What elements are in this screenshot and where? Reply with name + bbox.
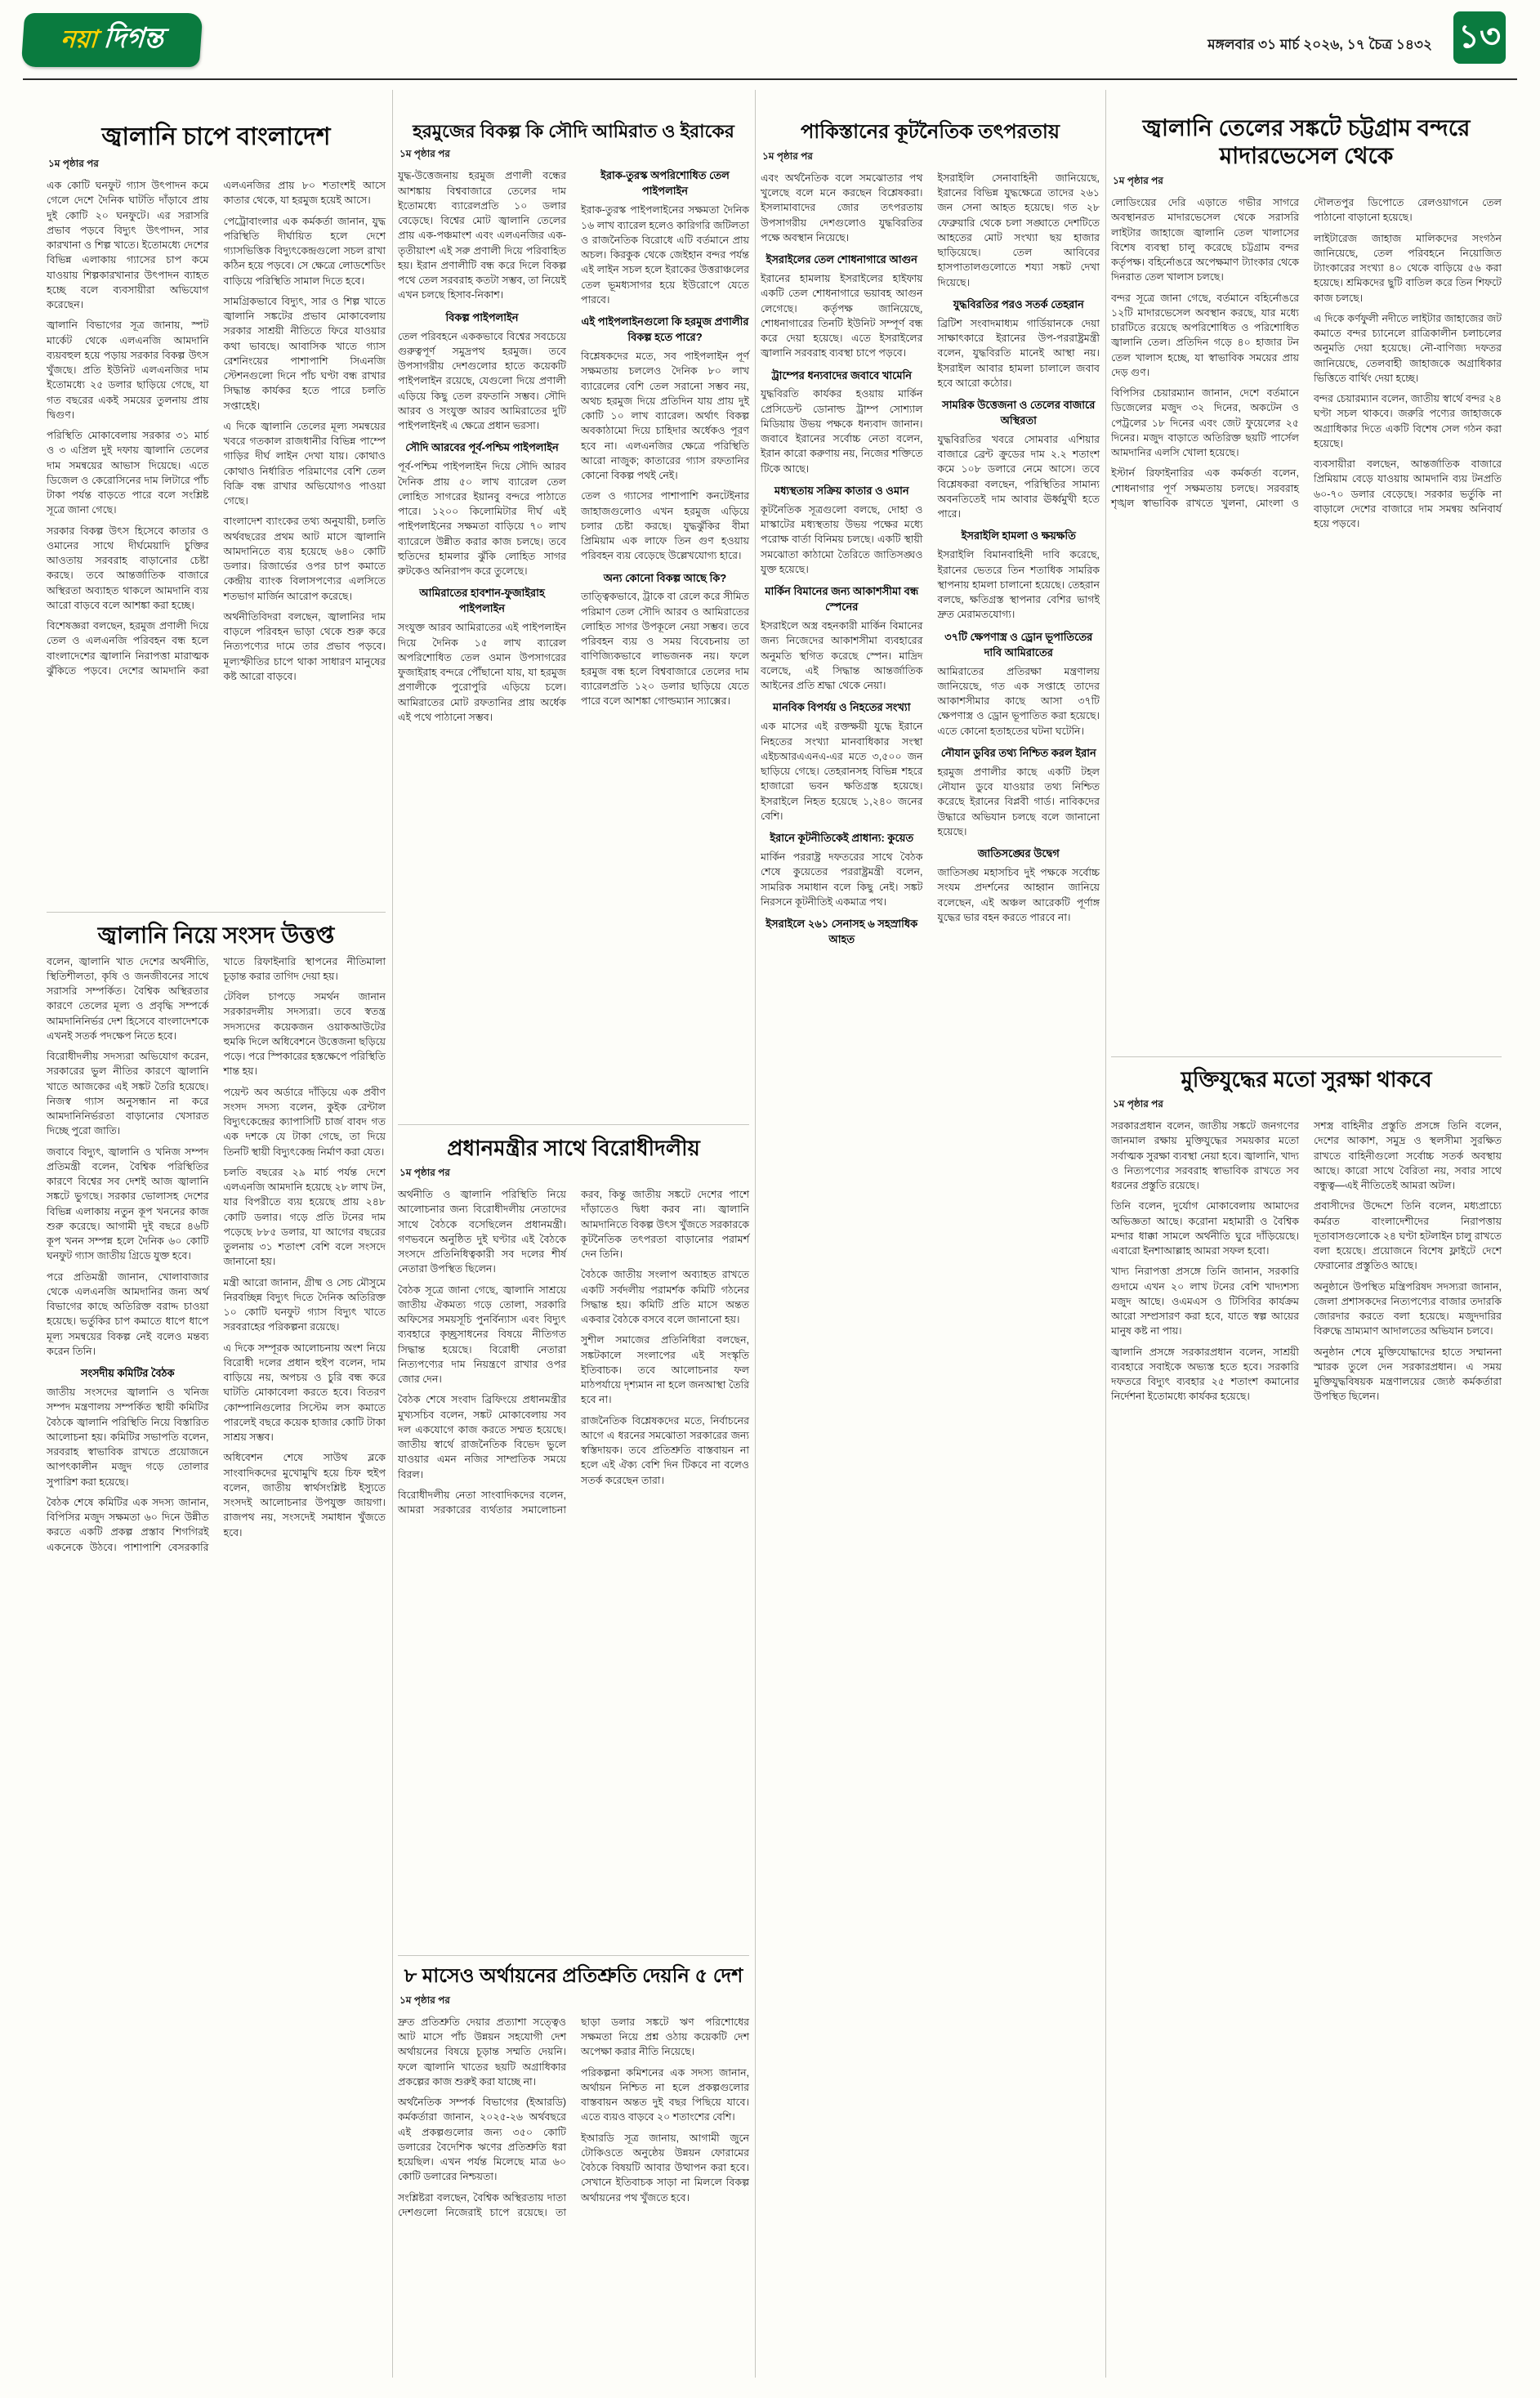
article-paragraph: সামগ্রিকভাবে বিদ্যুৎ, সার ও শিল্প খাতে জ্বালানি সঙ্কটের প্রভাব মোকাবেলায় সরকার সাশ্রয়ী নীতিতে ফিরে যাওয়ার কথা ভাবছে। আবাসিক খাতে গ্যাস রেশনিংয়ের পাশাপাশি সিএনজি স্টেশনগুলো দিনে পাঁচ ঘণ্টা বন্ধ রাখার সিদ্ধান্ত কার্যকর হতে পারে চলতি সপ্তাহেই। bbox=[223, 295, 386, 412]
continued-from-page1: ১ম পৃষ্ঠার পর bbox=[400, 1994, 450, 2006]
article-paragraph: হরমুজ প্রণালীর কাছে একটি টহল নৌযান ডুবে যাওয়ার তথ্য নিশ্চিত করেছে ইরানের বিপ্লবী গার্ড। নাবিকদের উদ্ধারে অভিযান চলছে বলে জানানো হয়েছে। bbox=[937, 766, 1100, 837]
article-headline: জ্বালানি তেলের সঙ্কটে চট্টগ্রাম বন্দরে মাদারভেসেল থেকে bbox=[1142, 115, 1471, 168]
article-fuel-pressure bbox=[47, 123, 386, 905]
article-paragraph: তেল ও গ্যাসের পাশাপাশি কনটেইনার জাহাজগুলোও এখন হরমুজ এড়িয়ে চলার চেষ্টা করছে। যুদ্ধঝুঁকির বীমা প্রিমিয়াম এক লাফে তিন গুণ হওয়ায় পরিবহন ব্যয় বেড়েছে উল্লেখযোগ্য হারে। bbox=[581, 490, 749, 562]
article-paragraph: বৈঠক শেষে কমিটির এক সদস্য জানান, বিপিসির মজুদ সক্ষমতা ৬০ দিনে উন্নীত করতে একটি প্রকল্প প্রস্তাব শিগগিরই একনেকে উঠবে। পাশাপাশি বেসরকারি খাতে রিফাইনারি স্থাপনের নীতিমালা চূড়ান্ত করার তাগিদ দেয়া হয়। bbox=[47, 955, 386, 1553]
article-paragraph: রাজনৈতিক বিশ্লেষকদের মতে, নির্বাচনের আগে এ ধরনের সমঝোতা সরকারের জন্য স্বস্তিদায়ক। তবে প্রতিশ্রুতি বাস্তবায়ন না হলে এই ঐক্য বেশি দিন টিকবে না বলেও সতর্ক করেছেন তারা। bbox=[581, 1414, 749, 1486]
article-paragraph: অধিবেশন শেষে সাউথ ব্লকে সাংবাদিকদের মুখোমুখি হয়ে চিফ হুইপ বলেন, জাতীয় স্বার্থসংশ্লিষ্ট ইস্যুতে সংসদই আলোচনার উপযুক্ত জায়গা। রাজপথ নয়, সংসদেই সমাধান খুঁজতে হবে। bbox=[223, 1452, 386, 1538]
article-headline: জ্বালানি চাপে বাংলাদেশ bbox=[101, 123, 331, 150]
article-paragraph: এক কোটি ঘনফুট গ্যাস উৎপাদন কমে গেলে দেশে দৈনিক ঘাটতি দাঁড়াবে প্রায় দুই কোটি ২০ ঘনফুটে। এর সরাসরি প্রভাব পড়বে বিদ্যুৎ উৎপাদন, সার কারখানা ও শিল্প খাতে। ইতোমধ্যে দেশের বিভিন্ন এলাকায় গ্যাসের চাপ কমে যাওয়ায় শিল্পকারখানার উৎপাদন ব্যাহত হচ্ছে বলে ব্যবসায়ীরা অভিযোগ করেছেন। bbox=[47, 180, 209, 310]
article-paragraph: বিশ্লেষকদের মতে, সব পাইপলাইন পূর্ণ সক্ষমতায় চললেও দৈনিক ৮০ লাখ ব্যারেলের বেশি তেল সরানো সম্ভব নয়, অথচ হরমুজ দিয়ে প্রতিদিন যায় প্রায় দুই কোটি ১০ লাখ ব্যারেল। অর্থাৎ বিকল্প অবকাঠামো দিয়ে চাহিদার অর্ধেকও পূরণ হবে না। এলএনজির ক্ষেত্রে পরিস্থিতি আরো নাজুক; কাতারের গ্যাস রফতানির কোনো বিকল্প পথই নেই। bbox=[581, 351, 749, 482]
article-body bbox=[47, 954, 386, 1555]
article-paragraph: অনুষ্ঠান শেষে মুক্তিযোদ্ধাদের হাতে সম্মাননা স্মারক তুলে দেন সরকারপ্রধান। এ সময় মুক্তিযুদ্ধবিষয়ক মন্ত্রণালয়ের জ্যেষ্ঠ কর্মকর্তারা উপস্থিত ছিলেন। bbox=[1314, 1346, 1502, 1403]
column-divider bbox=[392, 90, 393, 2378]
article-paragraph: জবাবে বিদ্যুৎ, জ্বালানি ও খনিজ সম্পদ প্রতিমন্ত্রী বলেন, বৈশ্বিক পরিস্থিতির কারণে বিশ্বের সব দেশই আজ জ্বালানি সঙ্কটে ভুগছে। সরকার ভোলাসহ দেশের বিভিন্ন এলাকায় নতুন কূপ খননের কাজ শুরু করেছে। আগামী দুই বছরে ৪৬টি কূপ খনন সম্পন্ন হলে দৈনিক ৬০ কোটি ঘনফুট গ্যাস জাতীয় গ্রিডে যুক্ত হবে। bbox=[47, 1145, 209, 1262]
article-subhead: ইসরাইলের তেল শোধনাগারে আগুন bbox=[766, 253, 917, 266]
article-paragraph: সংশ্লিষ্টরা বলছেন, বৈশ্বিক অস্থিরতায় দাতা দেশগুলো নিজেরাই চাপে রয়েছে। তা ছাড়া ডলার সঙ্কটে ঋণ পরিশোধের সক্ষমতা নিয়ে প্রশ্ন ওঠায় কয়েকটি দেশ অপেক্ষা করার নীতি নিয়েছে। bbox=[398, 2016, 749, 2218]
date-line: মঙ্গলবার ৩১ মার্চ ২০২৬, ১৭ চৈত্র ১৪৩২ bbox=[1207, 37, 1432, 52]
article-body bbox=[398, 1187, 749, 1517]
masthead-rule bbox=[23, 78, 1517, 80]
article-paragraph: ইআরডি সূত্র জানায়, আগামী জুনে টোকিওতে অনুষ্ঠেয় উন্নয়ন ফোরামের বৈঠকে বিষয়টি আবার উত্থাপন করা হবে। সেখানে ইতিবাচক সাড়া না মিললে বিকল্প অর্থায়নের পথ খুঁজতে হবে। bbox=[581, 2132, 749, 2204]
article-paragraph: যুদ্ধবিরতি কার্যকর হওয়ায় মার্কিন প্রেসিডেন্ট ডোনাল্ড ট্রাম্প সোশ্যাল মিডিয়ায় উভয় পক্ষকে ধন্যবাদ জানান। জবাবে ইরানের সর্বোচ্চ নেতা বলেন, ইরান কারো করুণায় নয়, নিজের শক্তিতে টিকে আছে। bbox=[761, 388, 923, 475]
article-financing bbox=[398, 1965, 749, 2378]
article-paragraph: যুদ্ধবিরতির খবরে সোমবার এশিয়ার বাজারে ব্রেন্ট ক্রুডের দাম ২.২ শতাংশ কমে ১০৮ ডলারে নেমে আসে। তবে বিশ্লেষকরা বলছেন, পরিস্থিতির সামান্য অবনতিতেই দাম আবার ঊর্ধ্বমুখী হতে পারে। bbox=[937, 433, 1100, 520]
article-paragraph: মার্কিন পররাষ্ট্র দফতরের সাথে বৈঠক শেষে কুয়েতের পররাষ্ট্রমন্ত্রী বলেন, সামরিক সমাধান বলে কিছু নেই। সঙ্কট নিরসনে কূটনীতিই একমাত্র পথ। bbox=[761, 851, 923, 908]
article-subhead: যুদ্ধবিরতির পরও সতর্ক তেহরান bbox=[953, 297, 1084, 310]
article-paragraph: জাতীয় সংসদের জ্বালানি ও খনিজ সম্পদ মন্ত্রণালয় সম্পর্কিত স্থায়ী কমিটির বৈঠকে জ্বালানি পরিস্থিতি নিয়ে বিস্তারিত আলোচনা হয়। কমিটির সভাপতি বলেন, সরবরাহ স্বাভাবিক রাখতে প্রয়োজনে আপৎকালীন মজুদ গড়ে তোলার সুপারিশ করা হয়েছে। bbox=[47, 1387, 209, 1488]
article-paragraph: পয়েন্ট অব অর্ডারে দাঁড়িয়ে এক প্রবীণ সংসদ সদস্য বলেন, কুইক রেন্টাল বিদ্যুৎকেন্দ্রের ক্যাপাসিটি চার্জ বাবদ গত এক দশকে যে টাকা গেছে, তা দিয়ে তিনটি স্থায়ী বিদ্যুৎকেন্দ্র নির্মাণ করা যেত। bbox=[223, 1086, 386, 1158]
article-paragraph: এক মাসের এই রক্তক্ষয়ী যুদ্ধে ইরানে নিহতের সংখ্যা মানবাধিকার সংস্থা এইচআরএএনএ-এর মতে ৩,৫০০ জন ছাড়িয়ে গেছে। তেহরানসহ বিভিন্ন শহরে হাজারো ভবন ক্ষতিগ্রস্ত হয়েছে। ইসরাইলে নিহত হয়েছে ১,২৪০ জনের বেশি। bbox=[761, 721, 923, 822]
column-divider bbox=[1105, 90, 1106, 2378]
article-paragraph: আমিরাতের প্রতিরক্ষা মন্ত্রণালয় জানিয়েছে, গত এক সপ্তাহে তাদের আকাশসীমার কাছে আসা ৩৭টি ক্ষেপণাস্ত্র ও ড্রোন ভূপাতিত করা হয়েছে। এতে কোনো হতাহতের ঘটনা ঘটেনি। bbox=[937, 665, 1100, 737]
article-paragraph: এ দিকে সম্পূরক আলোচনায় অংশ নিয়ে বিরোধী দলের প্রধান হুইপ বলেন, দাম বাড়িয়ে নয়, অপচয় ও চুরি বন্ধ করে ঘাটতি মোকাবেলা করতে হবে। বিতরণ কোম্পানিগুলোর সিস্টেম লস কমাতে পারলেই বছরে কয়েক হাজার কোটি টাকা সাশ্রয় সম্ভব। bbox=[223, 1342, 386, 1444]
article-paragraph: বলেন, জ্বালানি খাত দেশের অর্থনীতি, স্থিতিশীলতা, কৃষি ও জনজীবনের সাথে সরাসরি সম্পর্কিত। বৈশ্বিক অস্থিরতার কারণে তেলের মূল্য ও প্রবৃদ্ধি সম্পর্কে আমদানিনির্ভর দেশ হিসেবে বাংলাদেশকে এখনই সতর্ক পদক্ষেপ নিতে হবে। bbox=[47, 955, 209, 1042]
article-paragraph: অর্থনীতিবিদরা বলছেন, জ্বালানির দাম বাড়লে পরিবহন ভাড়া থেকে শুরু করে নিত্যপণ্যের দামে তার প্রভাব পড়বে। মূল্যস্ফীতির চাপে থাকা সাধারণ মানুষের কষ্ট আরো বাড়বে। bbox=[223, 610, 386, 682]
article-subhead: ইসরাইলে ২৬১ সেনাসহ ৬ সহস্রাধিক আহত bbox=[766, 918, 918, 946]
article-paragraph: বন্দর চেয়ারম্যান বলেন, জাতীয় স্বার্থে বন্দর ২৪ ঘণ্টা সচল থাকবে। জরুরি পণ্যের জাহাজকে অগ্রাধিকার দিতে একটি বিশেষ সেল গঠন করা হয়েছে। bbox=[1314, 393, 1502, 449]
article-paragraph: ইসরাইলে অস্ত্র বহনকারী মার্কিন বিমানের জন্য নিজেদের আকাশসীমা ব্যবহারের অনুমতি স্থগিত করেছে স্পেন। মাদ্রিদ বলেছে, এই সিদ্ধান্ত আন্তর্জাতিক আইনের প্রতি শ্রদ্ধা থেকে নেয়া। bbox=[761, 620, 923, 692]
article-headline: মুক্তিযুদ্ধের মতো সুরক্ষা থাকবে bbox=[1181, 1067, 1432, 1092]
article-paragraph: এ দিকে কর্ণফুলী নদীতে লাইটার জাহাজের জট কমাতে বন্দর চ্যানেলে রাত্রিকালীন চলাচলের অনুমতি দেয়া হয়েছে। নৌ-বাণিজ্য দফতর জানিয়েছে, তেলবাহী জাহাজকে অগ্রাধিকার ভিত্তিতে বার্থিং দেয়া হচ্ছে। bbox=[1314, 312, 1502, 384]
article-subhead: ট্রাম্পের ধন্যবাদের জবাবে খামেনি bbox=[771, 368, 913, 382]
article-subhead: আমিরাতের হাবশান-ফুজাইরাহ পাইপলাইন bbox=[419, 587, 545, 615]
article-paragraph: জ্বালানি বিভাগের সূত্র জানায়, স্পট মার্কেট থেকে এলএনজি আমদানি ব্যয়বহুল হয়ে পড়ায় সরকার বিকল্প উৎস খুঁজছে। প্রতি ইউনিট এলএনজির দাম ইতোমধ্যে ২৫ ডলার ছাড়িয়ে গেছে, যা গত বছরের একই সময়ের তুলনায় প্রায় দ্বিগুণ। bbox=[47, 319, 209, 421]
article-paragraph: দ্রুত প্রতিশ্রুতি দেয়ার প্রত্যাশা সত্ত্বেও আট মাসে পাঁচ উন্নয়ন সহযোগী দেশ অর্থায়নের বিষয়ে চূড়ান্ত সম্মতি দেয়নি। ফলে জ্বালানি খাতের ছয়টি অগ্রাধিকার প্রকল্পের কাজ শুরুই করা যাচ্ছে না। bbox=[398, 2016, 566, 2088]
article-paragraph: অনুষ্ঠানে উপস্থিত মন্ত্রিপরিষদ সদস্যরা জানান, জেলা প্রশাসকদের নিত্যপণ্যের বাজার তদারকি জোরদার করতে বলা হয়েছে। মজুদদারির বিরুদ্ধে ভ্রাম্যমাণ আদালতের অভিযান চলবে। bbox=[1314, 1280, 1502, 1337]
article-paragraph: চলতি বছরের ২৯ মার্চ পর্যন্ত দেশে এলএনজি আমদানি হয়েছে ২৮ লাখ টন, যার বিপরীতে ব্যয় হয়েছে প্রায় ২৪৮ কোটি ডলার। গড়ে প্রতি টনের দাম পড়েছে ৮৮৫ ডলার, যা আগের বছরের তুলনায় ৩১ শতাংশ বেশি বলে সংসদে জানানো হয়। bbox=[223, 1166, 386, 1268]
article-paragraph: ইসরাইলি সেনাবাহিনী জানিয়েছে, ইরানের বিভিন্ন যুদ্ধক্ষেত্রে তাদের ২৬১ জন সেনা আহত হয়েছে। গত ২৮ ফেব্রুয়ারি থেকে চলা সঙ্ঘাতে দেশটিতে আহতের মোট সংখ্যা ছয় হাজার ছাড়িয়েছে। তেল আবিবের হাসপাতালগুলোতে শয্যা সঙ্কট দেখা দিয়েছে। bbox=[937, 172, 1100, 288]
article-paragraph: পরে প্রতিমন্ত্রী জানান, খোলাবাজার থেকে এলএনজি আমদানির জন্য অর্থ বিভাগের কাছে অতিরিক্ত বরাদ্দ চাওয়া হয়েছে। ভর্তুকির চাপ কমাতে ধাপে ধাপে মূল্য সমন্বয়ের বিকল্প নেই বলেও মন্তব্য করেন তিনি। bbox=[47, 1270, 209, 1357]
article-paragraph: যুদ্ধ-উত্তেজনায় হরমুজ প্রণালী বন্ধের আশঙ্কায় বিশ্ববাজারে তেলের দাম ইতোমধ্যে ব্যারেলপ্রতি ১০ ডলার বেড়েছে। বিশ্বের মোট জ্বালানি তেলের প্রায় এক-পঞ্চমাংশ এবং এলএনজির এক-তৃতীয়াংশ এই সরু প্রণালী দিয়ে পরিবাহিত হয়। ইরান প্রণালীটি বন্ধ করে দিলে বিকল্প পথে তেল সরবরাহ কতটা সম্ভব, তা নিয়েই এখন চলছে হিসাব-নিকাশ। bbox=[398, 170, 566, 301]
article-paragraph: বন্দর সূত্রে জানা গেছে, বর্তমানে বহির্নোঙরে ১২টি মাদারভেসেল অবস্থান করছে, যার মধ্যে চারটিতে রয়েছে অপরিশোধিত ও পরিশোধিত জ্বালানি তেল। প্রতিদিন গড়ে ৪০ হাজার টন তেল খালাস হচ্ছে, যা স্বাভাবিক সময়ের প্রায় দেড় গুণ। bbox=[1111, 292, 1299, 378]
article-paragraph: লোডিংয়ের দেরি এড়াতে গভীর সাগরে অবস্থানরত মাদারভেসেল থেকে সরাসরি লাইটার জাহাজে জ্বালানি তেল খালাসের বিশেষ ব্যবস্থা চালু করেছে চট্টগ্রাম বন্দর কর্তৃপক্ষ। বহির্নোঙরে অপেক্ষমাণ ট্যাংকার থেকে দিনরাত তেল খালাস চলছে। bbox=[1111, 197, 1299, 284]
article-paragraph: বিশেষজ্ঞরা বলছেন, হরমুজ প্রণালী দিয়ে তেল ও এলএনজি পরিবহন বন্ধ হলে বাংলাদেশের জ্বালানি নিরাপত্তা মারাত্মক ঝুঁকিতে পড়বে। দেশের আমদানি করা এলএনজির প্রায় ৮০ শতাংশই আসে কাতার থেকে, যা হরমুজ হয়েই আসে। bbox=[47, 180, 386, 677]
article-subhead: মার্কিন বিমানের জন্য আকাশসীমা বন্ধ স্পেনের bbox=[765, 585, 919, 614]
article-paragraph: ইরানের হামলায় ইসরাইলের হাইফায় একটি তেল শোধনাগারে ভয়াবহ আগুন লেগেছে। কর্তৃপক্ষ জানিয়েছে, শোধনাগারের তিনটি ইউনিট সম্পূর্ণ বন্ধ করে দেয়া হয়েছে। এতে ইসরাইলের জ্বালানি সরবরাহ ব্যবস্থা চাপে পড়বে। bbox=[761, 273, 923, 359]
article-paragraph: বিপিসির চেয়ারম্যান জানান, দেশে বর্তমানে ডিজেলের মজুদ ৩২ দিনের, অকটেন ও পেট্রলের ১৮ দিনের এবং জেট ফুয়েলের ২৫ দিনের। মজুদ বাড়াতে অতিরিক্ত ছয়টি পার্সেল আমদানির এলসি খোলা হয়েছে। bbox=[1111, 387, 1299, 459]
article-paragraph: সুশীল সমাজের প্রতিনিধিরা বলছেন, সঙ্কটকালে সংলাপের এই সংস্কৃতি ইতিবাচক। তবে আলোচনার ফল মাঠপর্যায়ে দৃশ্যমান না হলে জনআস্থা তৈরি হবে না। bbox=[581, 1334, 749, 1406]
continued-from-page1: ১ম পৃষ্ঠার পর bbox=[400, 148, 450, 160]
article-subhead: ইরানে কূটনীতিকেই প্রাধান্য: কুয়েত bbox=[770, 832, 914, 845]
continued-from-page1: ১ম পৃষ্ঠার পর bbox=[762, 150, 813, 162]
article-paragraph: সরকারপ্রধান বলেন, জাতীয় সঙ্কটে জনগণের জানমাল রক্ষায় মুক্তিযুদ্ধের সময়কার মতো সর্বাত্মক সুরক্ষা ব্যবস্থা নেয়া হবে। জ্বালানি, খাদ্য ও নিত্যপণ্যের সরবরাহ স্বাভাবিক রাখতে সব ধরনের প্রস্তুতি রয়েছে। bbox=[1111, 1120, 1299, 1192]
article-paragraph: এ দিকে জ্বালানি তেলের মূল্য সমন্বয়ের খবরে গতকাল রাজধানীর বিভিন্ন পাম্পে গাড়ির দীর্ঘ লাইন দেখা যায়। কোথাও কোথাও নির্ধারিত পরিমাণের বেশি তেল বিক্রি বন্ধ রাখার অভিযোগও পাওয়া গেছে। bbox=[223, 420, 386, 507]
article-body bbox=[1111, 1119, 1502, 1410]
article-subhead: সৌদি আরবের পূর্ব-পশ্চিম পাইপলাইন bbox=[405, 441, 559, 454]
article-paragraph: টেবিল চাপড়ে সমর্থন জানান সরকারদলীয় সদস্যরা। তবে স্বতন্ত্র সদস্যদের কয়েকজন ওয়াকআউটের হুমকি দিলে অধিবেশনে উত্তেজনা ছড়িয়ে পড়ে। পরে স্পিকারের হস্তক্ষেপে পরিস্থিতি শান্ত হয়। bbox=[223, 991, 386, 1078]
continued-from-page1: ১ম পৃষ্ঠার পর bbox=[1113, 1098, 1163, 1110]
article-divider bbox=[398, 1124, 749, 1125]
article-headline: প্রধানমন্ত্রীর সাথে বিরোধীদলীয় bbox=[447, 1136, 700, 1160]
article-paragraph: এবং অর্থনৈতিক বলে সমঝোতার পথ খুলেছে বলে মনে করছেন বিশ্লেষকরা। ইসলামাবাদের জোর তৎপরতায় উপসাগরীয় দেশগুলোও যুদ্ধবিরতির পক্ষে অবস্থান নিয়েছে। bbox=[761, 172, 923, 243]
article-body bbox=[47, 178, 386, 684]
article-subhead: অন্য কোনো বিকল্প আছে কি? bbox=[603, 571, 727, 584]
article-paragraph: তিনি বলেন, দুর্যোগ মোকাবেলায় আমাদের অভিজ্ঞতা আছে। করোনা মহামারী ও বৈশ্বিক মন্দার ধাক্কা সামলে অর্থনীতি ঘুরে দাঁড়িয়েছে। এবারো ইনশাআল্লাহ আমরা সফল হবো। bbox=[1111, 1200, 1299, 1257]
article-divider bbox=[47, 912, 386, 913]
article-subhead: সংসদীয় কমিটির বৈঠক bbox=[80, 1367, 175, 1380]
article-paragraph: ইসরাইলি বিমানবাহিনী দাবি করেছে, ইরানের ভেতরে তিন শতাধিক সামরিক স্থাপনায় হামলা চালানো হয়েছে। তেহরান বলছে, ক্ষতিগ্রস্ত স্থাপনার বেশির ভাগই দ্রুত মেরামতযোগ্য। bbox=[937, 549, 1100, 621]
article-body bbox=[761, 171, 1100, 948]
column-divider bbox=[755, 90, 756, 2378]
article-paragraph: বিরোধীদলীয় নেতা সাংবাদিকদের বলেন, আমরা সরকারের ব্যর্থতার সমালোচনা করব, কিন্তু জাতীয় সঙ্কটে দেশের পাশে দাঁড়াতেও দ্বিধা করব না। জ্বালানি আমদানিতে বিকল্প উৎস খুঁজতে সরকারকে কূটনৈতিক তৎপরতা বাড়ানোর পরামর্শ দেন তিনি। bbox=[398, 1189, 749, 1516]
article-paragraph: জ্বালানি প্রসঙ্গে সরকারপ্রধান বলেন, সাশ্রয়ী ব্যবহারে সবাইকে অভ্যস্ত হতে হবে। সরকারি দফতরে বিদ্যুৎ ব্যবহার ২৫ শতাংশ কমানোর নির্দেশনা ইতোমধ্যে কার্যকর হয়েছে। bbox=[1111, 1346, 1299, 1403]
article-subhead: সামরিক উত্তেজনা ও তেলের বাজারে অস্থিরতা bbox=[942, 399, 1096, 426]
article-headline: ৮ মাসেও অর্থায়নের প্রতিশ্রুতি দেয়নি ৫ দেশ bbox=[404, 1965, 743, 1987]
continued-from-page1: ১ম পৃষ্ঠার পর bbox=[48, 158, 99, 169]
article-paragraph: সশস্ত্র বাহিনীর প্রস্তুতি প্রসঙ্গে তিনি বলেন, দেশের আকাশ, সমুদ্র ও স্থলসীমা সুরক্ষিত রাখতে বাহিনীগুলো সর্বোচ্চ সতর্ক অবস্থায় আছে। কারো সাথে বৈরিতা নয়, সবার সাথে বন্ধুত্ব—এই নীতিতেই আমরা অটল। bbox=[1314, 1120, 1502, 1192]
article-subhead: নৌযান ডুবির তথ্য নিশ্চিত করল ইরান bbox=[940, 746, 1096, 759]
article-paragraph: খাদ্য নিরাপত্তা প্রসঙ্গে তিনি জানান, সরকারি গুদামে এখন ২০ লাখ টনের বেশি খাদ্যশস্য মজুদ আছে। ওএমএস ও টিসিবির কার্যক্রম আরো সম্প্রসারণ করা হবে, যাতে স্বল্প আয়ের মানুষ কষ্ট না পায়। bbox=[1111, 1266, 1299, 1337]
article-paragraph: মন্ত্রী আরো জানান, গ্রীষ্ম ও সেচ মৌসুমে নিরবচ্ছিন্ন বিদ্যুৎ দিতে দৈনিক অতিরিক্ত ১০ কোটি ঘনফুট গ্যাস বিদ্যুৎ খাতে সরবরাহের পরিকল্পনা রয়েছে। bbox=[223, 1276, 386, 1333]
article-paragraph: বাংলাদেশ ব্যাংকের তথ্য অনুযায়ী, চলতি অর্থবছরের প্রথম আট মাসে জ্বালানি আমদানিতে ব্যয় হয়েছে ৬৪০ কোটি ডলার। রিজার্ভের ওপর চাপ কমাতে কেন্দ্রীয় ব্যাংক বিলাসপণ্যের এলসিতে শতভাগ মার্জিন আরোপ করেছে। bbox=[223, 516, 386, 602]
page-number: ১৩ bbox=[1453, 11, 1506, 64]
article-subhead: বিকল্প পাইপলাইন bbox=[445, 310, 519, 324]
article-paragraph: সংযুক্ত আরব আমিরাতের এই পাইপলাইন দিয়ে দৈনিক ১৫ লাখ ব্যারেল অপরিশোধিত তেল ওমান উপসাগরের ফুজাইরাহ বন্দরে পৌঁছানো যায়, যা হরমুজ প্রণালীকে পুরোপুরি এড়িয়ে চলে। আমিরাতের মোট রফতানির প্রায় অর্ধেক এই পথে পাঠানো সম্ভব। bbox=[398, 622, 566, 723]
article-divider bbox=[398, 1955, 749, 1956]
article-subhead: ৩৭টি ক্ষেপণাস্ত্র ও ড্রোন ভূপাতিতের দাবি আমিরাতের bbox=[944, 630, 1093, 659]
article-paragraph: পূর্ব-পশ্চিম পাইপলাইন দিয়ে সৌদি আরব দৈনিক প্রায় ৫০ লাখ ব্যারেল তেল লোহিত সাগরের ইয়ানবু বন্দরে পাঠাতে পারে। ১২০০ কিলোমিটার দীর্ঘ এই পাইপলাইনের সক্ষমতা বাড়িয়ে ৭০ লাখ ব্যারেলে উন্নীত করার কাজ চলছে। তবে হুতিদের হামলার ঝুঁকি লোহিত সাগর রুটকেও অনিরাপদ করে তুলেছে। bbox=[398, 461, 566, 578]
article-paragraph: পেট্রোবাংলার এক কর্মকর্তা জানান, যুদ্ধ পরিস্থিতি দীর্ঘায়িত হলে দেশে গ্যাসভিত্তিক বিদ্যুৎকেন্দ্রগুলো সচল রাখা কঠিন হয়ে পড়বে। সে ক্ষেত্রে লোডশেডিং বাড়িয়ে পরিস্থিতি সামাল দিতে হবে। bbox=[223, 215, 386, 287]
article-paragraph: জাতিসঙ্ঘ মহাসচিব দুই পক্ষকে সর্বোচ্চ সংযম প্রদর্শনের আহ্বান জানিয়ে বলেছেন, এই অঞ্চল আরেকটি পূর্ণাঙ্গ যুদ্ধের ভার বহন করতে পারবে না। bbox=[937, 867, 1100, 923]
article-chittagong-port bbox=[1111, 114, 1502, 1050]
continued-from-page1: ১ম পৃষ্ঠার পর bbox=[1113, 175, 1163, 187]
article-headline: হরমুজের বিকল্প কি সৌদি আমিরাত ও ইরাকের bbox=[413, 121, 734, 141]
article-body bbox=[398, 2015, 749, 2220]
article-paragraph: ইস্টার্ন রিফাইনারির এক কর্মকর্তা বলেন, শোধনাগার পূর্ণ সক্ষমতায় চলছে। সরবরাহ শৃঙ্খল স্বাভাবিক রাখতে খুলনা, মোংলা ও দৌলতপুর ডিপোতে রেলওয়াগনে তেল পাঠানো বাড়ানো হয়েছে। bbox=[1111, 197, 1502, 509]
logo-word-2: দিগন্ত bbox=[102, 22, 165, 54]
article-hormuz bbox=[398, 121, 749, 1118]
article-paragraph: লাইটারেজ জাহাজ মালিকদের সংগঠন জানিয়েছে, তেল পরিবহনে নিয়োজিত ট্যাংকারের সংখ্যা ৪০ থেকে বাড়িয়ে ৫৬ করা হয়েছে। শ্রমিকদের ছুটি বাতিল করে তিন শিফটে কাজ চলছে। bbox=[1314, 232, 1502, 304]
article-subhead: এই পাইপলাইনগুলো কি হরমুজ প্রণালীর বিকল্প হতে পারে? bbox=[581, 315, 749, 344]
article-subhead: মধ্যস্থতায় সক্রিয় কাতার ও ওমান bbox=[774, 484, 909, 497]
article-paragraph: ব্রিটিশ সংবাদমাধ্যম গার্ডিয়ানকে দেয়া সাক্ষাৎকারে ইরানের উপ-পররাষ্ট্রমন্ত্রী বলেন, যুদ্ধবিরতি মানেই আস্থা নয়। ইসরাইল আবার হামলা চালালে জবাব হবে আরো কঠোর। bbox=[937, 317, 1100, 389]
article-parliament bbox=[47, 922, 386, 2372]
article-paragraph: বৈঠক শেষে সংবাদ ব্রিফিংয়ে প্রধানমন্ত্রীর মুখ্যসচিব বলেন, সঙ্কট মোকাবেলায় সব দল একযোগে কাজ করতে সম্মত হয়েছে। জাতীয় স্বার্থে রাজনৈতিক বিভেদ ভুলে যাওয়ার এমন নজির সাম্প্রতিক সময়ে বিরল। bbox=[398, 1394, 566, 1480]
article-divider bbox=[1111, 1056, 1502, 1057]
newspaper-logo bbox=[21, 13, 203, 67]
article-paragraph: প্রবাসীদের উদ্দেশে তিনি বলেন, মধ্যপ্রাচ্যে কর্মরত বাংলাদেশীদের নিরাপত্তায় দূতাবাসগুলোকে ২৪ ঘণ্টা হটলাইন চালু রাখতে বলা হয়েছে। প্রয়োজনে বিশেষ ফ্লাইটে দেশে ফেরানোর প্রস্তুতিও আছে। bbox=[1314, 1200, 1502, 1272]
article-subhead: ইরাক-তুরস্ক অপরিশোধিত তেল পাইপলাইন bbox=[600, 169, 730, 198]
article-paragraph: অর্থনীতি ও জ্বালানি পরিস্থিতি নিয়ে আলোচনার জন্য বিরোধীদলীয় নেতাদের সাথে বৈঠকে বসেছিলেন প্রধানমন্ত্রী। গণভবনে অনুষ্ঠিত দুই ঘণ্টার এই বৈঠকে সংসদে প্রতিনিধিত্বকারী সব দলের শীর্ষ নেতারা উপস্থিত ছিলেন। bbox=[398, 1189, 566, 1275]
article-paragraph: বিরোধীদলীয় সদস্যরা অভিযোগ করেন, সরকারের ভুল নীতির কারণে জ্বালানি খাতে আজকের এই সঙ্কট তৈরি হয়েছে। নিজস্ব গ্যাস অনুসন্ধান না করে আমদানিনির্ভরতা বাড়ানোর খেসারত দিচ্ছে পুরো জাতি। bbox=[47, 1051, 209, 1137]
article-body bbox=[1111, 195, 1502, 531]
article-paragraph: অর্থনৈতিক সম্পর্ক বিভাগের (ইআরডি) কর্মকর্তারা জানান, ২০২৫-২৬ অর্থবছরে এই প্রকল্পগুলোর জন্য ৩৫০ কোটি ডলারের বৈদেশিক ঋণের প্রতিশ্রুতি ধরা হয়েছিল। এখন পর্যন্ত মিলেছে মাত্র ৬০ কোটি ডলারের নিশ্চয়তা। bbox=[398, 2097, 566, 2183]
article-paragraph: তাত্ত্বিকভাবে, ট্রাকে বা রেলে করে সীমিত পরিমাণ তেল সৌদি আরব ও আমিরাতের লোহিত সাগর উপকূলে নেয়া সম্ভব। তবে পরিবহন ব্যয় ও সময় বিবেচনায় তা বাণিজ্যিকভাবে লাভজনক নয়। ফলে হরমুজ বন্ধ হলে বিশ্ববাজারে তেলের দাম ব্যারেলপ্রতি ১২০ ডলার ছাড়িয়ে যেতে পারে বলে আশঙ্কা গোল্ডম্যান স্যাক্সের। bbox=[581, 591, 749, 708]
article-pakistan-diplomacy bbox=[761, 121, 1100, 2378]
article-subhead: ইসরাইলি হামলা ও ক্ষয়ক্ষতি bbox=[961, 529, 1076, 543]
article-paragraph: বৈঠক সূত্রে জানা গেছে, জ্বালানি সাশ্রয়ে জাতীয় ঐকমত্য গড়ে তোলা, সরকারি অফিসের সময়সূচি পুনর্বিন্যাস এবং বিদ্যুৎ ব্যবহারে কৃচ্ছ্রসাধনের বিষয়ে নীতিগত সিদ্ধান্ত হয়েছে। বিরোধী নেতারা নিত্যপণ্যের দাম নিয়ন্ত্রণে রাখার ওপর জোর দেন। bbox=[398, 1284, 566, 1386]
article-paragraph: ব্যবসায়ীরা বলছেন, আন্তর্জাতিক বাজারে প্রিমিয়াম বেড়ে যাওয়ায় আমদানি ব্যয় টনপ্রতি ৬০-৭০ ডলার বেড়েছে। সরকার ভর্তুকি না বাড়ালে দেশের বাজারে দাম সমন্বয় অনিবার্য হয়ে পড়বে। bbox=[1314, 458, 1502, 530]
article-paragraph: সরকার বিকল্প উৎস হিসেবে কাতার ও ওমানের সাথে দীর্ঘমেয়াদি চুক্তির আওতায় সরবরাহ বাড়ানোর চেষ্টা করছে। তবে আন্তর্জাতিক বাজারে অস্থিরতা অব্যাহত থাকলে আমদানি ব্যয় আরো বাড়বে বলে আশঙ্কা করা হচ্ছে। bbox=[47, 525, 209, 611]
article-paragraph: পরিস্থিতি মোকাবেলায় সরকার ৩১ মার্চ ও ৩ এপ্রিল দুই দফায় জ্বালানি তেলের দাম সমন্বয়ের আভাস দিয়েছে। এতে ডিজেল ও কেরোসিনের দাম লিটারে পাঁচ টাকা পর্যন্ত বাড়তে পারে বলে সংশ্লিষ্ট সূত্রে জানা গেছে। bbox=[47, 430, 209, 516]
article-subhead: মানবিক বিপর্যয় ও নিহতের সংখ্যা bbox=[773, 701, 911, 714]
article-paragraph: কূটনৈতিক সূত্রগুলো বলছে, দোহা ও মাস্কাটের মধ্যস্থতায় উভয় পক্ষের মধ্যে পরোক্ষ বার্তা বিনিময় চলছে। একটি স্থায়ী সমঝোতা কাঠামো তৈরিতে জাতিসঙ্ঘও যুক্ত হয়েছে। bbox=[761, 503, 923, 575]
article-body bbox=[398, 168, 749, 725]
article-paragraph: বৈঠকে জাতীয় সংলাপ অব্যাহত রাখতে একটি সর্বদলীয় পরামর্শক কমিটি গঠনের সিদ্ধান্ত হয়। কমিটি প্রতি মাসে অন্তত একবার বৈঠকে বসবে বলে জানানো হয়। bbox=[581, 1269, 749, 1326]
article-paragraph: তেল পরিবহনে এককভাবে বিশ্বের সবচেয়ে গুরুত্বপূর্ণ সমুদ্রপথ হরমুজ। তবে উপসাগরীয় দেশগুলোর হাতে কয়েকটি পাইপলাইন রয়েছে, যেগুলো দিয়ে প্রণালী এড়িয়ে কিছু তেল রফতানি সম্ভব। সৌদি আরব ও সংযুক্ত আরব আমিরাতের দুটি পাইপলাইনই এ ক্ষেত্রে প্রধান ভরসা। bbox=[398, 330, 566, 432]
article-headline: পাকিস্তানের কূটনৈতিক তৎপরতায় bbox=[800, 121, 1060, 143]
article-paragraph: পরিকল্পনা কমিশনের এক সদস্য জানান, অর্থায়ন নিশ্চিত না হলে প্রকল্পগুলোর বাস্তবায়ন অন্তত দুই বছর পিছিয়ে যাবে। এতে ব্যয়ও বাড়বে ২০ শতাংশের বেশি। bbox=[581, 2066, 749, 2123]
continued-from-page1: ১ম পৃষ্ঠার পর bbox=[400, 1167, 450, 1179]
article-paragraph: ইরাক-তুরস্ক পাইপলাইনের সক্ষমতা দৈনিক ১৬ লাখ ব্যারেল হলেও কারিগরি জটিলতা ও রাজনৈতিক বিরোধে এটি বর্তমানে প্রায় অচল। কিরকুক থেকে জেইহান বন্দর পর্যন্ত এই লাইন সচল হলে ইরাকের উত্তরাঞ্চলের তেল ভূমধ্যসাগর হয়ে ইউরোপে যেতে পারবে। bbox=[581, 204, 749, 306]
article-liberation-protection bbox=[1111, 1067, 1502, 2374]
article-headline: জ্বালানি নিয়ে সংসদ উত্তপ্ত bbox=[97, 922, 335, 948]
article-subhead: জাতিসঙ্ঘের উদ্বেগ bbox=[977, 847, 1060, 860]
logo-word-1: নয়া bbox=[60, 25, 98, 53]
article-pm-opposition bbox=[398, 1136, 749, 1949]
